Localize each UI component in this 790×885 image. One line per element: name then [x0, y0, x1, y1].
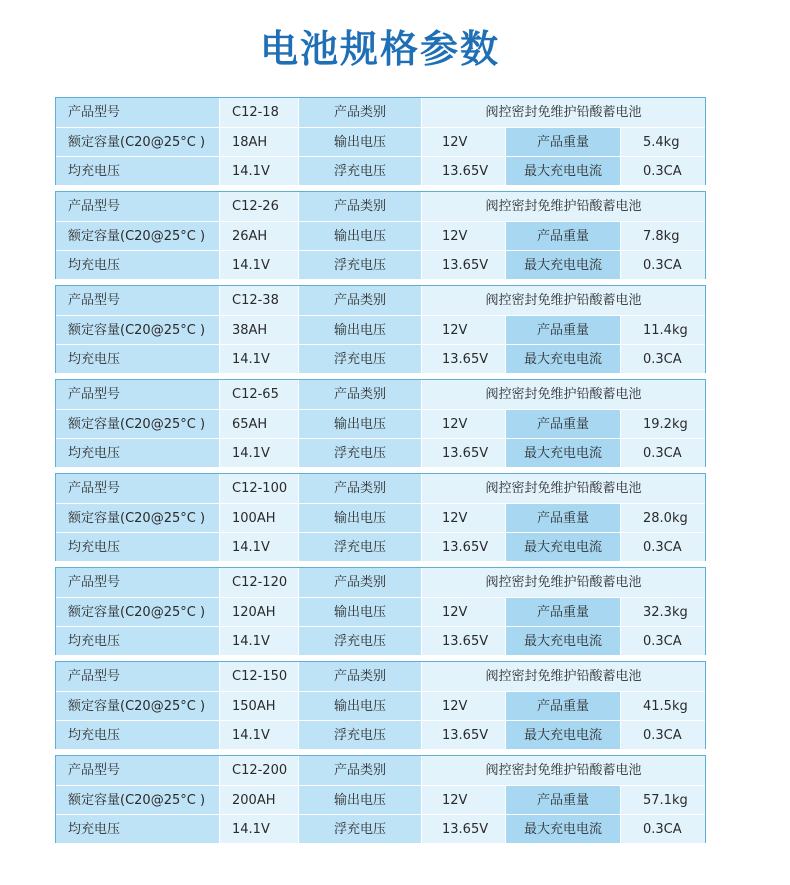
category-label: 产品类别	[299, 662, 422, 691]
max-charge-current-value: 0.3CA	[621, 721, 705, 749]
equalize-voltage-value: 14.1V	[220, 721, 299, 749]
output-voltage-value: 12V	[422, 786, 506, 815]
weight-label: 产品重量	[506, 692, 621, 721]
capacity-value: 18AH	[220, 128, 299, 157]
weight-label: 产品重量	[506, 504, 621, 533]
model-value: C12-200	[220, 756, 299, 785]
output-voltage-label: 输出电压	[299, 598, 422, 627]
equalize-voltage-value: 14.1V	[220, 533, 299, 561]
category-label: 产品类别	[299, 98, 422, 127]
table-row	[56, 127, 705, 157]
table-row	[56, 626, 705, 655]
table-row	[56, 756, 705, 785]
weight-value: 7.8kg	[621, 222, 705, 251]
table-row	[56, 344, 705, 373]
output-voltage-label: 输出电压	[299, 222, 422, 251]
category-label: 产品类别	[299, 756, 422, 785]
model-label: 产品型号	[56, 474, 220, 503]
float-voltage-value: 13.65V	[422, 721, 506, 749]
table-row	[56, 438, 705, 467]
table-row	[56, 662, 705, 691]
max-charge-current-label: 最大充电电流	[506, 157, 621, 185]
table-row	[56, 814, 705, 843]
max-charge-current-label: 最大充电电流	[506, 721, 621, 749]
capacity-label: 额定容量(C20@25°C )	[56, 222, 220, 251]
float-voltage-value: 13.65V	[422, 439, 506, 467]
equalize-voltage-label: 均充电压	[56, 627, 220, 655]
capacity-label: 额定容量(C20@25°C )	[56, 128, 220, 157]
equalize-voltage-label: 均充电压	[56, 533, 220, 561]
equalize-voltage-label: 均充电压	[56, 251, 220, 279]
table-row	[56, 380, 705, 409]
page-title: 电池规格参数	[259, 27, 500, 71]
output-voltage-value: 12V	[422, 128, 506, 157]
float-voltage-label: 浮充电压	[299, 533, 422, 561]
equalize-voltage-label: 均充电压	[56, 815, 220, 843]
max-charge-current-value: 0.3CA	[621, 627, 705, 655]
capacity-label: 额定容量(C20@25°C )	[56, 786, 220, 815]
output-voltage-label: 输出电压	[299, 316, 422, 345]
spec-table	[55, 285, 706, 373]
weight-value: 19.2kg	[621, 410, 705, 439]
spec-table	[55, 755, 706, 843]
weight-label: 产品重量	[506, 598, 621, 627]
spec-table	[55, 97, 706, 185]
table-row	[56, 315, 705, 345]
max-charge-current-label: 最大充电电流	[506, 439, 621, 467]
model-label: 产品型号	[56, 756, 220, 785]
table-row	[56, 192, 705, 221]
max-charge-current-value: 0.3CA	[621, 533, 705, 561]
equalize-voltage-value: 14.1V	[220, 627, 299, 655]
category-label: 产品类别	[299, 568, 422, 597]
capacity-label: 额定容量(C20@25°C )	[56, 598, 220, 627]
float-voltage-value: 13.65V	[422, 251, 506, 279]
category-value: 阀控密封免维护铅酸蓄电池	[422, 474, 705, 503]
model-label: 产品型号	[56, 662, 220, 691]
max-charge-current-label: 最大充电电流	[506, 627, 621, 655]
spec-table	[55, 191, 706, 279]
weight-label: 产品重量	[506, 316, 621, 345]
equalize-voltage-label: 均充电压	[56, 345, 220, 373]
weight-value: 5.4kg	[621, 128, 705, 157]
model-label: 产品型号	[56, 380, 220, 409]
table-row	[56, 597, 705, 627]
capacity-label: 额定容量(C20@25°C )	[56, 410, 220, 439]
spec-table	[55, 567, 706, 655]
model-value: C12-38	[220, 286, 299, 315]
capacity-value: 120AH	[220, 598, 299, 627]
float-voltage-label: 浮充电压	[299, 721, 422, 749]
table-row	[56, 250, 705, 279]
capacity-value: 65AH	[220, 410, 299, 439]
category-label: 产品类别	[299, 286, 422, 315]
output-voltage-label: 输出电压	[299, 504, 422, 533]
category-value: 阀控密封免维护铅酸蓄电池	[422, 756, 705, 785]
table-row	[56, 98, 705, 127]
table-row	[56, 568, 705, 597]
weight-value: 32.3kg	[621, 598, 705, 627]
max-charge-current-label: 最大充电电流	[506, 251, 621, 279]
model-value: C12-26	[220, 192, 299, 221]
table-row	[56, 286, 705, 315]
model-label: 产品型号	[56, 286, 220, 315]
output-voltage-label: 输出电压	[299, 786, 422, 815]
max-charge-current-label: 最大充电电流	[506, 815, 621, 843]
equalize-voltage-value: 14.1V	[220, 345, 299, 373]
category-label: 产品类别	[299, 474, 422, 503]
category-value: 阀控密封免维护铅酸蓄电池	[422, 568, 705, 597]
model-value: C12-150	[220, 662, 299, 691]
max-charge-current-label: 最大充电电流	[506, 533, 621, 561]
table-row	[56, 409, 705, 439]
weight-value: 41.5kg	[621, 692, 705, 721]
output-voltage-value: 12V	[422, 222, 506, 251]
table-row	[56, 156, 705, 185]
table-row	[56, 720, 705, 749]
output-voltage-value: 12V	[422, 504, 506, 533]
max-charge-current-value: 0.3CA	[621, 157, 705, 185]
float-voltage-label: 浮充电压	[299, 815, 422, 843]
capacity-label: 额定容量(C20@25°C )	[56, 504, 220, 533]
output-voltage-label: 输出电压	[299, 410, 422, 439]
category-value: 阀控密封免维护铅酸蓄电池	[422, 98, 705, 127]
weight-label: 产品重量	[506, 128, 621, 157]
equalize-voltage-label: 均充电压	[56, 157, 220, 185]
capacity-value: 26AH	[220, 222, 299, 251]
weight-label: 产品重量	[506, 786, 621, 815]
capacity-value: 38AH	[220, 316, 299, 345]
max-charge-current-value: 0.3CA	[621, 439, 705, 467]
capacity-value: 200AH	[220, 786, 299, 815]
category-label: 产品类别	[299, 192, 422, 221]
capacity-value: 100AH	[220, 504, 299, 533]
max-charge-current-value: 0.3CA	[621, 251, 705, 279]
model-label: 产品型号	[56, 192, 220, 221]
float-voltage-value: 13.65V	[422, 533, 506, 561]
equalize-voltage-value: 14.1V	[220, 157, 299, 185]
output-voltage-value: 12V	[422, 692, 506, 721]
float-voltage-label: 浮充电压	[299, 345, 422, 373]
weight-value: 11.4kg	[621, 316, 705, 345]
equalize-voltage-label: 均充电压	[56, 721, 220, 749]
table-row	[56, 503, 705, 533]
model-value: C12-65	[220, 380, 299, 409]
capacity-label: 额定容量(C20@25°C )	[56, 316, 220, 345]
weight-label: 产品重量	[506, 410, 621, 439]
weight-value: 28.0kg	[621, 504, 705, 533]
table-row	[56, 691, 705, 721]
spec-table	[55, 661, 706, 749]
equalize-voltage-value: 14.1V	[220, 815, 299, 843]
table-row	[56, 532, 705, 561]
table-row	[56, 474, 705, 503]
float-voltage-value: 13.65V	[422, 157, 506, 185]
spec-table	[55, 379, 706, 467]
table-row	[56, 785, 705, 815]
spec-table	[55, 473, 706, 561]
weight-label: 产品重量	[506, 222, 621, 251]
model-label: 产品型号	[56, 568, 220, 597]
model-value: C12-120	[220, 568, 299, 597]
equalize-voltage-value: 14.1V	[220, 251, 299, 279]
capacity-label: 额定容量(C20@25°C )	[56, 692, 220, 721]
output-voltage-value: 12V	[422, 316, 506, 345]
output-voltage-value: 12V	[422, 598, 506, 627]
model-value: C12-18	[220, 98, 299, 127]
float-voltage-value: 13.65V	[422, 345, 506, 373]
max-charge-current-label: 最大充电电流	[506, 345, 621, 373]
equalize-voltage-value: 14.1V	[220, 439, 299, 467]
equalize-voltage-label: 均充电压	[56, 439, 220, 467]
category-value: 阀控密封免维护铅酸蓄电池	[422, 286, 705, 315]
table-row	[56, 221, 705, 251]
model-value: C12-100	[220, 474, 299, 503]
float-voltage-value: 13.65V	[422, 627, 506, 655]
capacity-value: 150AH	[220, 692, 299, 721]
float-voltage-label: 浮充电压	[299, 157, 422, 185]
max-charge-current-value: 0.3CA	[621, 345, 705, 373]
output-voltage-label: 输出电压	[299, 692, 422, 721]
category-value: 阀控密封免维护铅酸蓄电池	[422, 192, 705, 221]
float-voltage-label: 浮充电压	[299, 439, 422, 467]
weight-value: 57.1kg	[621, 786, 705, 815]
category-label: 产品类别	[299, 380, 422, 409]
model-label: 产品型号	[56, 98, 220, 127]
category-value: 阀控密封免维护铅酸蓄电池	[422, 380, 705, 409]
float-voltage-value: 13.65V	[422, 815, 506, 843]
output-voltage-label: 输出电压	[299, 128, 422, 157]
category-value: 阀控密封免维护铅酸蓄电池	[422, 662, 705, 691]
float-voltage-label: 浮充电压	[299, 251, 422, 279]
max-charge-current-value: 0.3CA	[621, 815, 705, 843]
float-voltage-label: 浮充电压	[299, 627, 422, 655]
output-voltage-value: 12V	[422, 410, 506, 439]
